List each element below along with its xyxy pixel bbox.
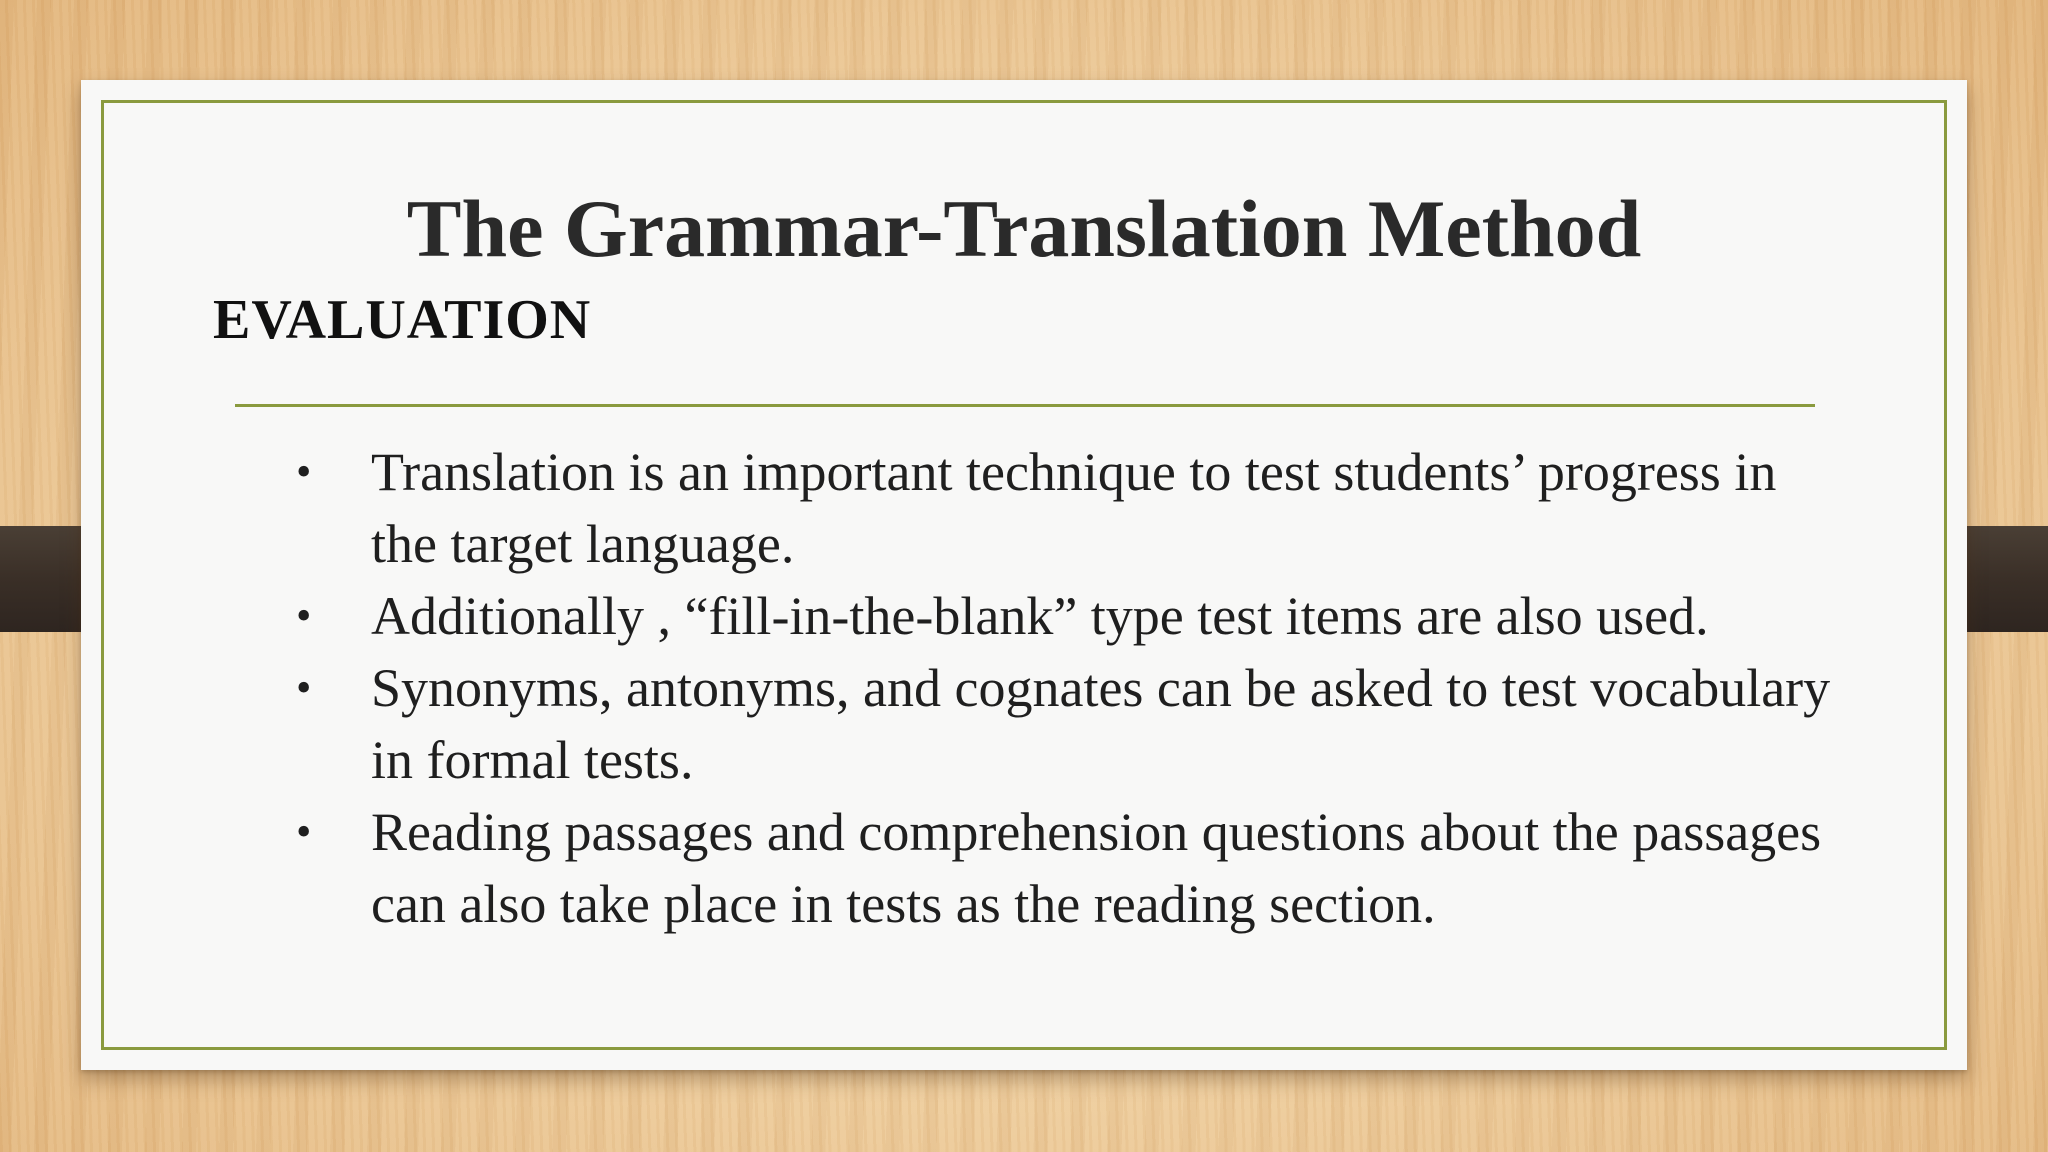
slide-card [81,80,1967,1070]
slide-title: The Grammar-Translation Method [406,183,1642,274]
bullet-text: Synonyms, antonyms, and cognates can be asked to test vocabulary in formal tests. [371,658,1831,790]
heading-divider [235,404,1815,407]
bullet-list [213,436,1853,940]
bullet-dot-icon: • [296,807,312,856]
bullet-text: Translation is an important technique to test students’ progress in the target language. [371,442,1777,574]
bullet-text: Additionally , “fill-in-the-blank” type test items are also used. [371,586,1709,646]
bullet-text: Reading passages and comprehension questions about the passages can also take place in tests as the reading section. [371,802,1822,934]
bullet-dot-icon: • [296,663,312,712]
bullet-item [213,580,1853,652]
bullet-item [213,652,1853,796]
bullet-dot-icon: • [296,447,312,496]
section-heading: EVALUATION [213,289,592,351]
bullet-dot-icon: • [296,591,312,640]
bullet-item [213,796,1853,940]
bullet-item [213,436,1853,580]
